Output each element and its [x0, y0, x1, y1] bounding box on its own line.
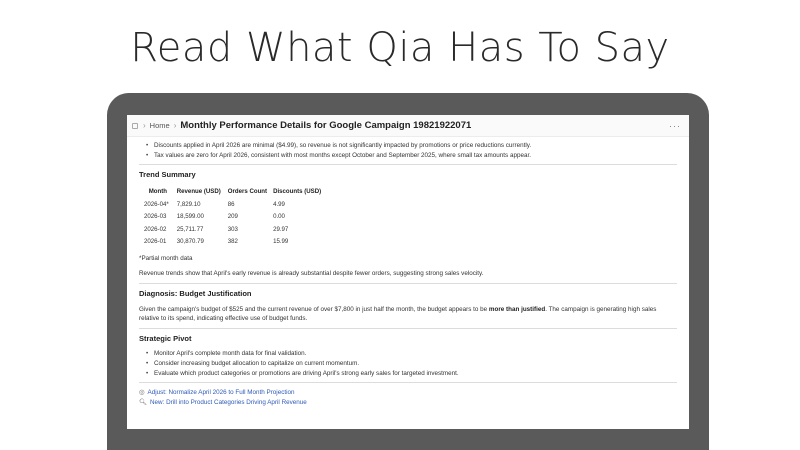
- breadcrumb-home[interactable]: Home: [149, 121, 170, 130]
- divider: [139, 382, 677, 383]
- breadcrumb-separator-icon: ›: [143, 121, 146, 130]
- laptop-screen: [127, 115, 689, 429]
- table-cell: 15.99: [273, 237, 289, 245]
- trend-table: [141, 186, 324, 248]
- diagnosis-text-end: . The campaign is generating high sales relative to its spend, indicating effective use of budget funds.: [139, 305, 657, 323]
- table-cell: 4.99: [273, 200, 285, 208]
- section-heading-pivot: Strategic Pivot: [139, 333, 192, 343]
- intro-bullet-list: [139, 141, 677, 160]
- table-cell: 2026-02: [144, 225, 167, 233]
- diagnosis-text-start: Given the campaign's budget of $525 and the current revenue of over $7,800 in just half the month, the budget appears to be: [139, 305, 489, 313]
- table-row: [141, 223, 324, 235]
- list-item: • Discounts applied in April 2026 are minimal ($4.99), so revenue is not significantly impacted by promotions or price reductions currently.: [139, 141, 677, 151]
- diagnosis-text: [139, 305, 677, 324]
- table-cell: 382: [227, 237, 238, 245]
- divider: [139, 328, 677, 329]
- report-content: [127, 137, 689, 407]
- more-options-icon[interactable]: ···: [669, 120, 681, 131]
- target-icon: ◎: [139, 389, 145, 397]
- divider: [139, 283, 677, 284]
- divider: [139, 164, 677, 165]
- top-bar: [127, 115, 689, 137]
- table-cell: 18,599.00: [176, 213, 204, 221]
- list-item: • Monitor April's complete month data for final validation.: [139, 349, 677, 359]
- table-cell: 2026-04*: [144, 200, 169, 208]
- table-cell: 209: [227, 213, 238, 221]
- pivot-bullet-list: [139, 349, 677, 378]
- trend-summary-text: Revenue trends show that April's early revenue is already substantial despite fewer orders, suggesting strong sales velocity.: [139, 270, 484, 278]
- action-label: Adjust: Normalize April 2026 to Full Month Projection: [147, 389, 295, 397]
- laptop-frame: [107, 93, 709, 450]
- table-header-row: [141, 186, 324, 199]
- slide-headline: Read What Qia Has To Say: [130, 25, 670, 71]
- suggested-actions: [139, 388, 677, 407]
- action-label: New: Drill into Product Categories Driving April Revenue: [150, 398, 307, 406]
- list-item: • Consider increasing budget allocation to capitalize on current momentum.: [139, 359, 677, 369]
- table-cell: 86: [227, 200, 235, 208]
- table-row: [141, 236, 324, 248]
- action-adjust-link[interactable]: [139, 388, 677, 398]
- section-heading-diagnosis: Diagnosis: Budget Justification: [139, 289, 252, 299]
- column-header-revenue: Revenue (USD): [176, 187, 221, 195]
- list-item: • Tax values are zero for April 2026, consistent with most months except October and September 2025, where small tax amounts appear.: [139, 151, 677, 161]
- sidebar-toggle-icon[interactable]: [132, 123, 138, 129]
- column-header-discounts: Discounts (USD): [273, 187, 322, 195]
- table-cell: 0.00: [273, 213, 285, 221]
- partial-month-footnote: *Partial month data: [139, 254, 193, 262]
- table-cell: 25,711.77: [176, 225, 204, 233]
- table-cell: 2026-01: [144, 237, 167, 245]
- action-drill-link[interactable]: [139, 398, 677, 408]
- page-title: Monthly Performance Details for Google Campaign 19821922071: [180, 120, 472, 131]
- table-row: [141, 198, 324, 210]
- table-cell: 29.97: [273, 225, 289, 233]
- column-header-orders: Orders Count: [227, 187, 268, 195]
- section-heading-trend: Trend Summary: [139, 170, 196, 180]
- magnifier-icon: 🔍︎: [139, 398, 147, 406]
- diagnosis-emphasis: more than justified: [488, 305, 546, 313]
- table-cell: 30,870.79: [176, 237, 204, 245]
- breadcrumb-separator-icon: ›: [173, 121, 177, 130]
- list-item: • Evaluate which product categories or promotions are driving April's strong early sales for targeted investment.: [139, 369, 677, 379]
- table-cell: 2026-03: [144, 213, 167, 221]
- table-cell: 303: [227, 225, 238, 233]
- column-header-month: Month: [148, 187, 168, 195]
- table-cell: 7,829.10: [176, 200, 201, 208]
- table-row: [141, 211, 324, 223]
